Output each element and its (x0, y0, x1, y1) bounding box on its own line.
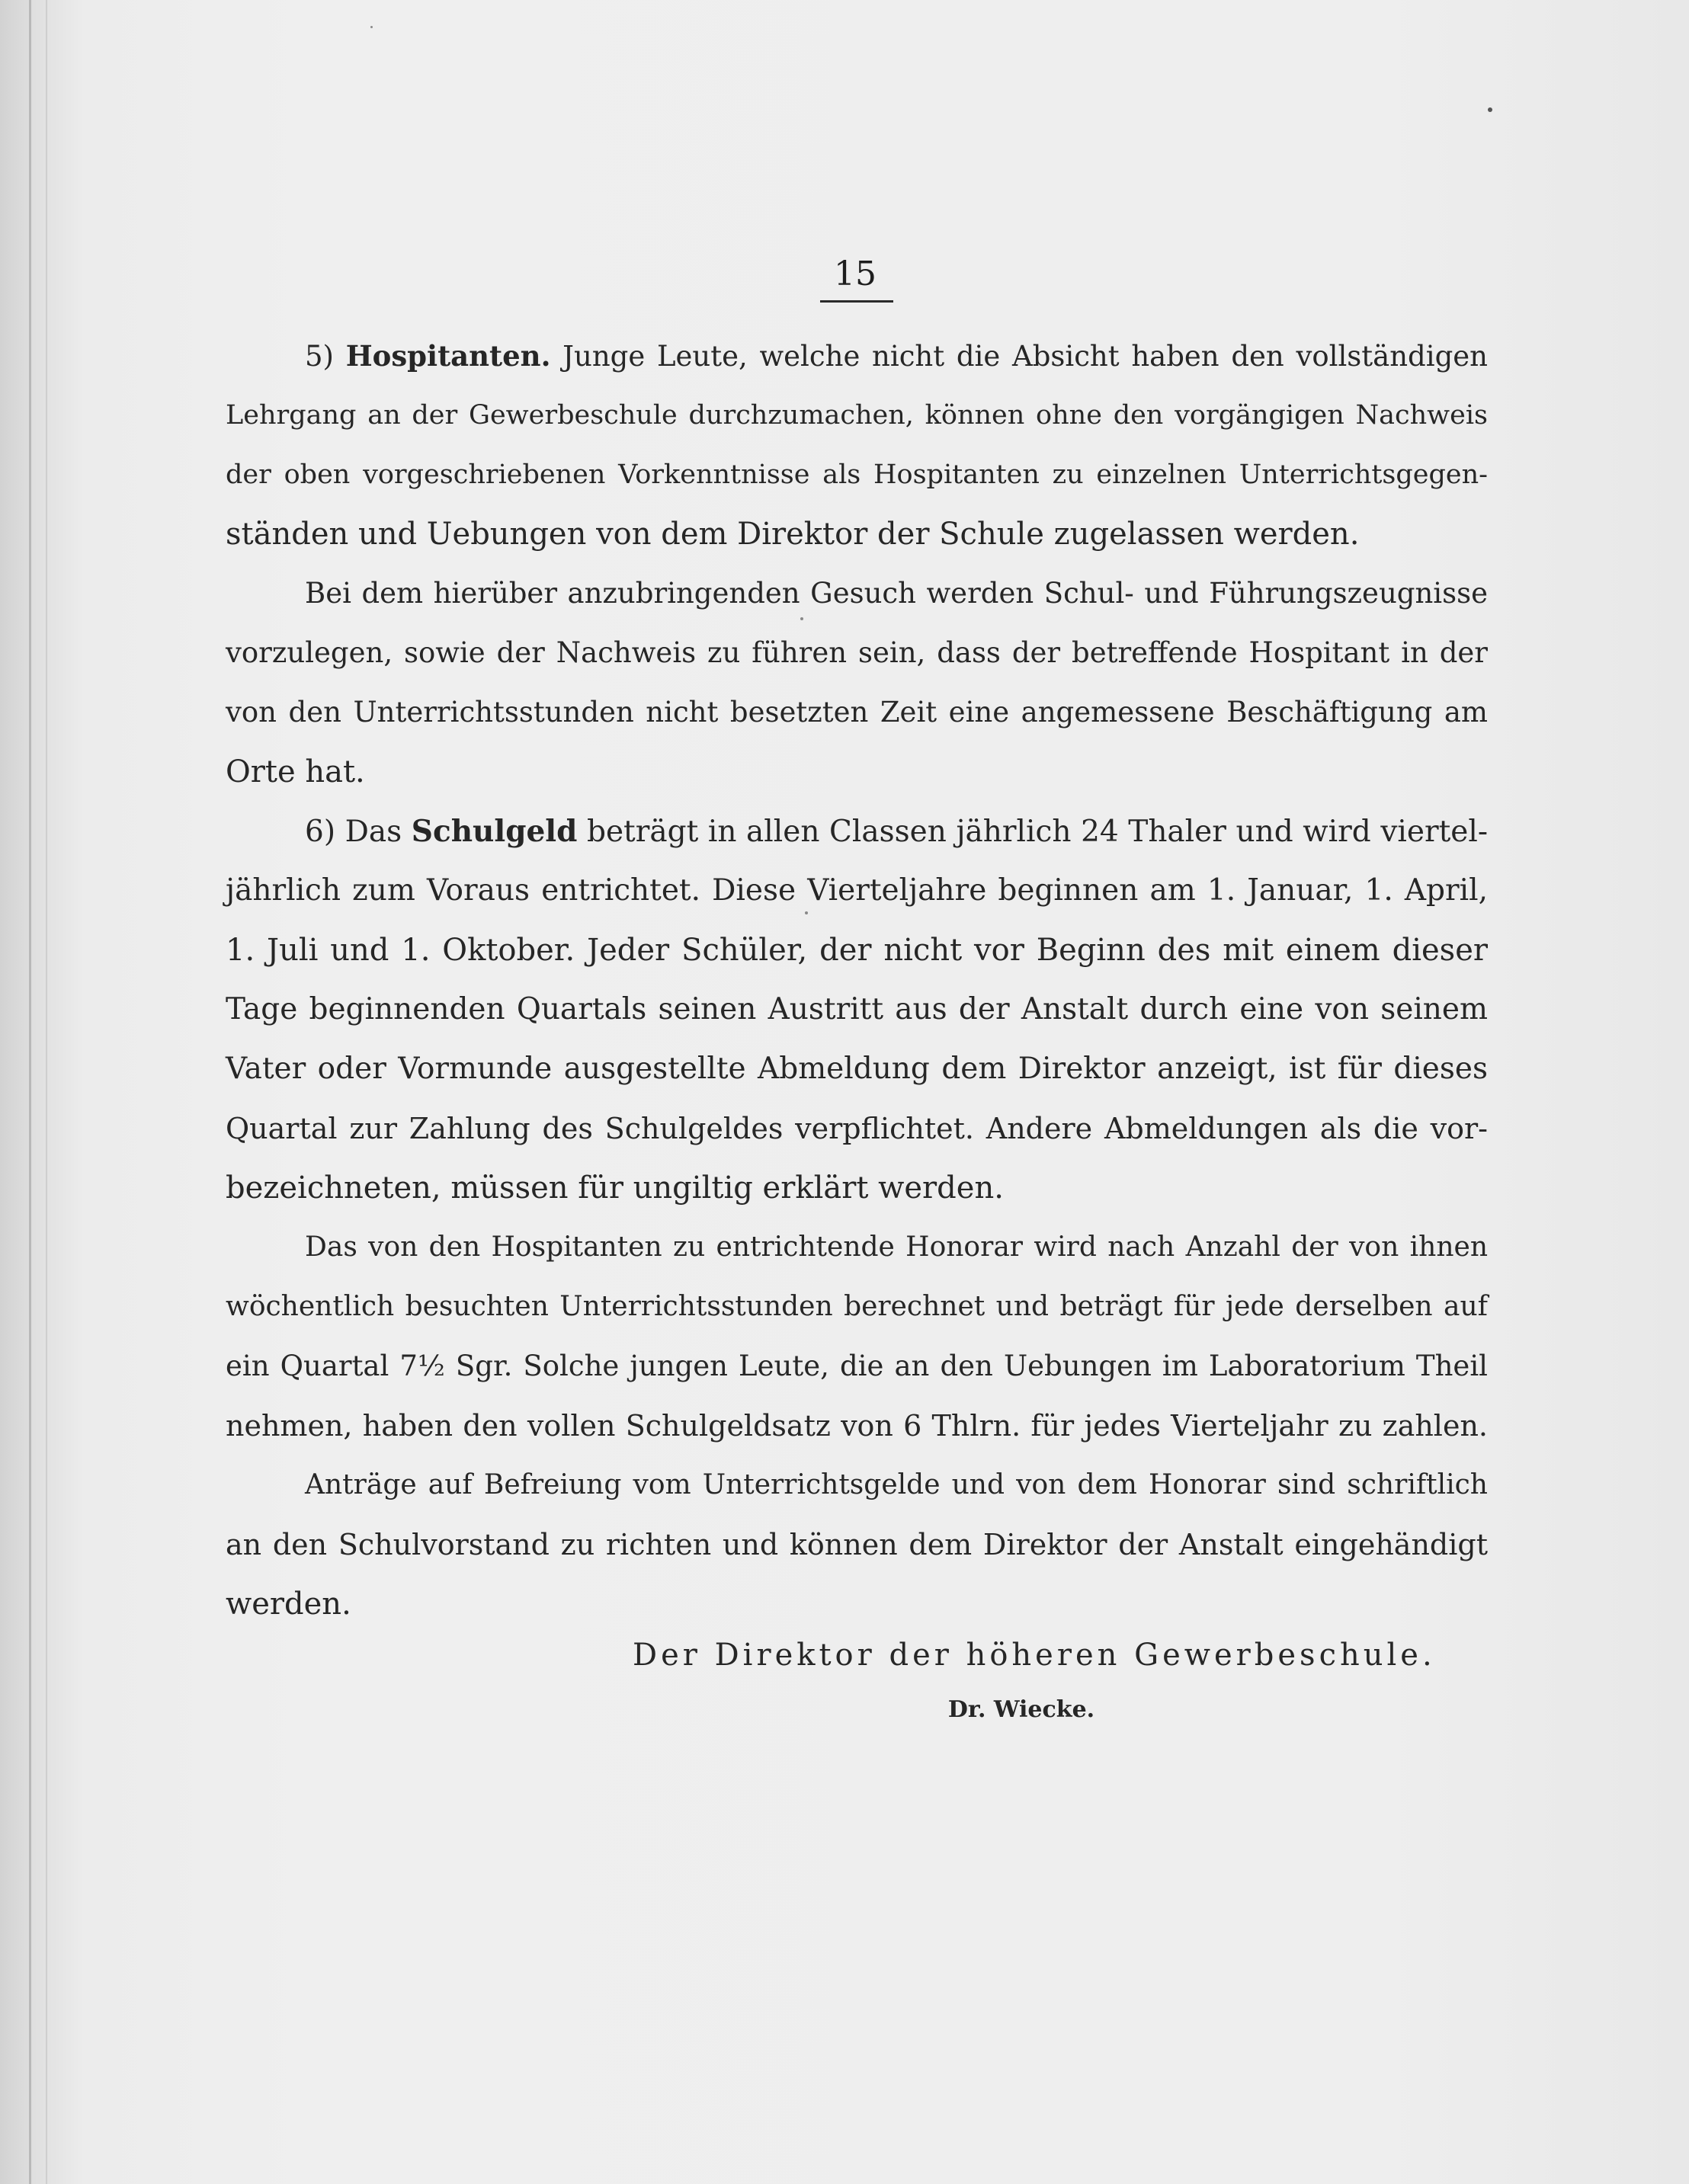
text-line: Quartal zur Zahlung des Schulgeldes verpflichtet. Andere Abmeldungen als die vor- (226, 1112, 1488, 1145)
text-line: Anträge auf Befreiung vom Unterrichtsgelde und von dem Honorar sind schriftlich (305, 1469, 1488, 1500)
paragraph-gesuch (226, 564, 1488, 802)
paragraph-hospitanten (226, 326, 1488, 564)
text-line: 5) Hospitanten. Junge Leute, welche nicht die Absicht haben den vollständigen (305, 339, 1488, 373)
text-line: Vater oder Vormunde ausgestellte Abmeldung dem Direktor anzeigt, ist für dieses (226, 1052, 1488, 1086)
text-line: Bei dem hierüber anzubringenden Gesuch werden Schul- und Führungszeugnisse (305, 577, 1488, 610)
text-line: 6) Das Schulgeld beträgt in allen Classen jährlich 24 Thaler und wird viertel- (305, 814, 1488, 849)
ink-speck (370, 26, 373, 28)
signature-title: Der Direktor der höheren Gewerbeschule. (633, 1638, 1436, 1673)
text-line: Lehrgang an der Gewerbeschule durchzumachen, können ohne den vorgängigen Nachweis (226, 400, 1488, 431)
heading-schulgeld: Schulgeld (411, 814, 578, 849)
ink-speck (1488, 107, 1492, 112)
paragraph-schulgeld (226, 802, 1488, 1218)
heading-hospitanten: Hospitanten. (345, 339, 551, 373)
text-line: bezeichneten, müssen für ungiltig erklärt werden. (226, 1170, 1004, 1206)
text-line: 1. Juli und 1. Oktober. Jeder Schüler, der nicht vor Beginn des mit einem dieser (226, 933, 1488, 968)
text-line: jährlich zum Voraus entrichtet. Diese Vierteljahre beginnen am 1. Januar, 1. April, (226, 873, 1488, 908)
text-line: wöchentlich besuchten Unterrichtsstunden berechnet und beträgt für jede derselben auf (226, 1291, 1488, 1322)
paragraph-befreiung (226, 1455, 1488, 1634)
text-line: an den Schulvorstand zu richten und können dem Direktor der Anstalt eingehändigt (226, 1528, 1488, 1561)
text-line: werden. (226, 1587, 351, 1622)
text-line: nehmen, haben den vollen Schulgeldsatz von 6 Thlrn. für jedes Vierteljahr zu zahlen. (226, 1409, 1488, 1443)
paragraph-honorar (226, 1218, 1488, 1455)
signature-name: Dr. Wiecke. (947, 1696, 1095, 1723)
text-line: Tage beginnenden Quartals seinen Austritt aus der Anstalt durch eine von seinem (226, 992, 1488, 1026)
text-line: der oben vorgeschriebenen Vorkenntnisse als Hospitanten zu einzelnen Unterrichtsgegen- (226, 460, 1488, 490)
page-number-underline (820, 300, 893, 303)
text-line: ein Quartal 7½ Sgr. Solche jungen Leute, die an den Uebungen im Laboratorium Theil (226, 1350, 1488, 1382)
binding-shadow (46, 0, 47, 2184)
text-line: vorzulegen, sowie der Nachweis zu führen sein, dass der betreffende Hospitant in der (226, 636, 1488, 669)
text-line: von den Unterrichtsstunden nicht besetzten Zeit eine angemessene Beschäftigung am (226, 696, 1488, 729)
text-line: ständen und Uebungen von dem Direktor der Schule zugelassen werden. (226, 517, 1360, 552)
page-number: 15 (834, 255, 877, 293)
binding-edge (29, 0, 31, 2184)
text-line: Orte hat. (226, 754, 365, 789)
text-line: Das von den Hospitanten zu entrichtende Honorar wird nach Anzahl der von ihnen (305, 1231, 1488, 1263)
body-text (226, 326, 1488, 1634)
